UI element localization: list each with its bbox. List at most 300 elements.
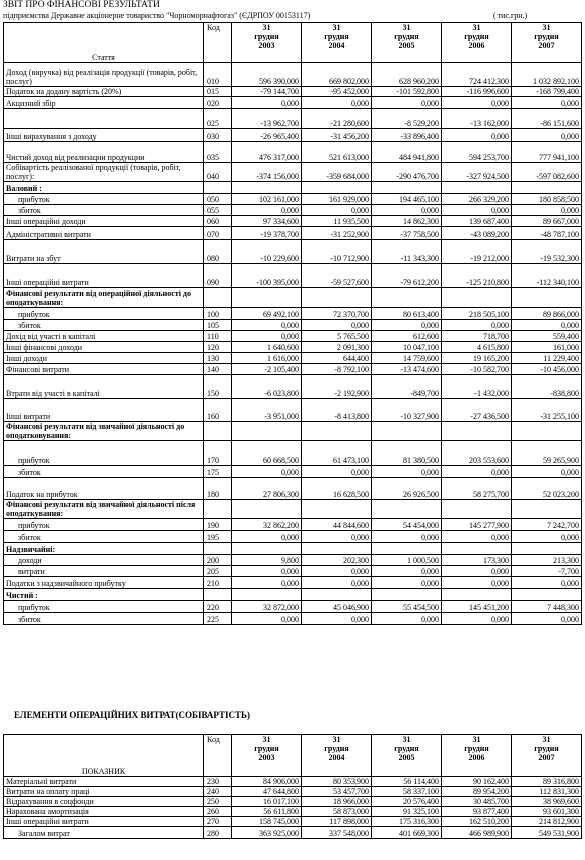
value-cell xyxy=(302,500,372,519)
value-cell: 81 380,500 xyxy=(372,441,442,466)
value-cell: 0,000 xyxy=(512,97,582,109)
row-code: 160 xyxy=(204,399,232,422)
value-cell: 0,000 xyxy=(232,320,302,331)
row-label: витрати xyxy=(4,566,204,577)
value-cell: 7 448,300 xyxy=(512,601,582,613)
value-cell: 56 611,800 xyxy=(232,807,302,817)
value-cell: -11 343,300 xyxy=(372,240,442,264)
row-code: 280 xyxy=(204,827,232,839)
value-cell: 112 831,300 xyxy=(512,787,582,797)
value-cell: 45 046,900 xyxy=(302,601,372,613)
table-row xyxy=(4,797,582,807)
row-label: Податок на прибуток xyxy=(4,478,204,500)
value-cell: 89 866,000 xyxy=(512,308,582,320)
row-code: 190 xyxy=(204,519,232,531)
value-cell: -13 162,000 xyxy=(442,109,512,129)
row-code: 140 xyxy=(204,364,232,375)
value-cell: 161 929,000 xyxy=(302,194,372,205)
value-cell: 16 017,100 xyxy=(232,797,302,807)
row-code: 105 xyxy=(204,320,232,331)
row-label: Матеріальні витрати xyxy=(4,777,204,787)
value-cell: -13 962,700 xyxy=(232,109,302,129)
value-cell: 612,600 xyxy=(372,331,442,342)
value-cell: 0,000 xyxy=(442,129,512,142)
value-cell: 11 229,400 xyxy=(512,353,582,364)
table-row xyxy=(4,182,582,194)
value-cell: 0,000 xyxy=(372,97,442,109)
value-cell: 18 966,000 xyxy=(302,797,372,807)
row-label: прибуток xyxy=(4,441,204,466)
row-code: 060 xyxy=(204,216,232,227)
row-label: Фінансові витрати xyxy=(4,364,204,375)
row-code xyxy=(204,422,232,441)
row-code: 055 xyxy=(204,205,232,216)
row-label: Чистий : xyxy=(4,589,204,601)
row-code: 080 xyxy=(204,240,232,264)
table-row xyxy=(4,129,582,142)
row-code: 110 xyxy=(204,331,232,342)
table-row xyxy=(4,342,582,353)
value-cell: -290 476,700 xyxy=(372,163,442,182)
table-row xyxy=(4,531,582,543)
value-cell: 20 576,400 xyxy=(372,797,442,807)
value-cell: -10 229,600 xyxy=(232,240,302,264)
value-cell: 4 615,800 xyxy=(442,342,512,353)
table-row xyxy=(4,331,582,342)
row-code xyxy=(204,182,232,194)
value-cell: 80 613,400 xyxy=(372,308,442,320)
value-cell: 59 265,900 xyxy=(512,441,582,466)
value-cell: 158 745,000 xyxy=(232,817,302,827)
value-cell: 484 941,800 xyxy=(372,142,442,163)
value-cell: 10 047,100 xyxy=(372,342,442,353)
value-cell: -8 413,800 xyxy=(302,399,372,422)
value-cell: -31 252,900 xyxy=(302,227,372,240)
value-cell: -10 456,000 xyxy=(512,364,582,375)
row-label: Надзвичайні: xyxy=(4,543,204,555)
table-row xyxy=(4,478,582,500)
row-label: Інші фінансові доходи xyxy=(4,342,204,353)
value-cell: 60 668,500 xyxy=(232,441,302,466)
value-cell: 162 510,200 xyxy=(442,817,512,827)
value-cell: -100 395,000 xyxy=(232,264,302,288)
table-row xyxy=(4,817,582,827)
code-header: Код xyxy=(204,735,232,777)
row-code: 260 xyxy=(204,807,232,817)
value-cell xyxy=(372,500,442,519)
value-cell: 38 969,600 xyxy=(512,797,582,807)
row-code xyxy=(204,500,232,519)
value-cell: -59 527,600 xyxy=(302,264,372,288)
table-row xyxy=(4,63,582,87)
value-cell xyxy=(232,182,302,194)
value-cell xyxy=(302,422,372,441)
indicator-header: ПОКАЗНИК xyxy=(4,735,204,777)
value-cell: -10 712,900 xyxy=(302,240,372,264)
row-label: збиток xyxy=(4,531,204,543)
value-cell: -168 799,400 xyxy=(512,87,582,97)
table-row xyxy=(4,163,582,182)
value-cell: 80 353,900 xyxy=(302,777,372,787)
value-cell: 521 613,000 xyxy=(302,142,372,163)
row-code xyxy=(204,589,232,601)
table-row xyxy=(4,555,582,566)
table-row xyxy=(4,308,582,320)
value-cell xyxy=(232,500,302,519)
value-cell: 0,000 xyxy=(302,566,372,577)
row-label: Акцизний збір xyxy=(4,97,204,109)
year-header-2007: 31 грудня 2007 xyxy=(512,23,582,63)
value-cell: -31 456,200 xyxy=(302,129,372,142)
value-cell: -95 452,000 xyxy=(302,87,372,97)
row-code: 175 xyxy=(204,466,232,478)
row-label: прибуток xyxy=(4,308,204,320)
table-row xyxy=(4,375,582,399)
year-header-2005: 31 грудня 2005 xyxy=(372,735,442,777)
table-row xyxy=(4,216,582,227)
year-header-2006: 31 грудня 2006 xyxy=(442,735,512,777)
row-label: Доход (виручка) від реалізація продукції (товарів, робіт, послуг) xyxy=(4,63,204,87)
row-label xyxy=(4,109,204,129)
value-cell: 0,000 xyxy=(232,97,302,109)
value-cell: 93 601,300 xyxy=(512,807,582,817)
table-row xyxy=(4,240,582,264)
value-cell: 139 687,400 xyxy=(442,216,512,227)
row-code: 070 xyxy=(204,227,232,240)
row-label: Нарахована амортизація xyxy=(4,807,204,817)
table-row xyxy=(4,288,582,308)
value-cell: 0,000 xyxy=(442,531,512,543)
value-cell: 26 926,500 xyxy=(372,478,442,500)
value-cell: 0,000 xyxy=(302,205,372,216)
value-cell: -19 532,300 xyxy=(512,240,582,264)
value-cell: 0,000 xyxy=(512,205,582,216)
row-code: 270 xyxy=(204,817,232,827)
value-cell: -327 924,500 xyxy=(442,163,512,182)
value-cell xyxy=(442,182,512,194)
table-row xyxy=(4,264,582,288)
value-cell: 1 640,600 xyxy=(232,342,302,353)
report-subtitle: підприємства Державне акціонерне товариство "Чорноморнафтогаз" (ЄДРПОУ 00153117) xyxy=(3,11,311,20)
value-cell xyxy=(442,288,512,308)
row-label: збиток xyxy=(4,205,204,216)
value-cell: 214 812,900 xyxy=(512,817,582,827)
value-cell xyxy=(372,589,442,601)
table-row xyxy=(4,399,582,422)
table-row xyxy=(4,466,582,478)
table-row xyxy=(4,807,582,817)
table-row xyxy=(4,543,582,555)
value-cell: 97 334,600 xyxy=(232,216,302,227)
row-code: 205 xyxy=(204,566,232,577)
value-cell: 266 329,200 xyxy=(442,194,512,205)
value-cell: 0,000 xyxy=(442,205,512,216)
value-cell: 175 316,300 xyxy=(372,817,442,827)
row-code: 020 xyxy=(204,97,232,109)
value-cell: 90 162,400 xyxy=(442,777,512,787)
row-code: 090 xyxy=(204,264,232,288)
row-label: Інші доходи xyxy=(4,353,204,364)
value-cell: -101 592,800 xyxy=(372,87,442,97)
value-cell: -27 436,500 xyxy=(442,399,512,422)
row-label: збиток xyxy=(4,320,204,331)
value-cell: 0,000 xyxy=(232,566,302,577)
value-cell: -2 192,900 xyxy=(302,375,372,399)
value-cell xyxy=(232,288,302,308)
value-cell xyxy=(442,422,512,441)
value-cell: 91 325,100 xyxy=(372,807,442,817)
value-cell xyxy=(442,500,512,519)
row-code: 040 xyxy=(204,163,232,182)
value-cell: 0,000 xyxy=(512,129,582,142)
value-cell xyxy=(442,589,512,601)
row-label: доходи xyxy=(4,555,204,566)
value-cell: -31 255,100 xyxy=(512,399,582,422)
row-label: прибуток xyxy=(4,601,204,613)
year-header-2004: 31 грудня 2004 xyxy=(302,23,372,63)
value-cell: -1 432,000 xyxy=(442,375,512,399)
value-cell: 0,000 xyxy=(442,566,512,577)
row-label: прибуток xyxy=(4,194,204,205)
value-cell xyxy=(232,422,302,441)
value-cell: 47 644,800 xyxy=(232,787,302,797)
value-cell: -43 089,200 xyxy=(442,227,512,240)
value-cell: 9,800 xyxy=(232,555,302,566)
value-cell: -79 144,700 xyxy=(232,87,302,97)
value-cell: -10 582,700 xyxy=(442,364,512,375)
row-code: 025 xyxy=(204,109,232,129)
value-cell: 203 553,600 xyxy=(442,441,512,466)
value-cell: 644,400 xyxy=(302,353,372,364)
value-cell: -86 151,600 xyxy=(512,109,582,129)
row-label: Податки з надзвичайного прибутку xyxy=(4,577,204,589)
row-label: Валовий : xyxy=(4,182,204,194)
value-cell: 194 465,100 xyxy=(372,194,442,205)
value-cell: 0,000 xyxy=(372,531,442,543)
value-cell: 0,000 xyxy=(232,205,302,216)
code-header: Код xyxy=(204,23,232,63)
value-cell: -48 787,100 xyxy=(512,227,582,240)
row-label: Інші витрати xyxy=(4,399,204,422)
value-cell: -359 684,000 xyxy=(302,163,372,182)
value-cell: 173,300 xyxy=(442,555,512,566)
year-header-2007: 31 грудня 2007 xyxy=(512,735,582,777)
value-cell: -19 378,700 xyxy=(232,227,302,240)
value-cell: 61 473,100 xyxy=(302,441,372,466)
value-cell: -79 612,200 xyxy=(372,264,442,288)
value-cell: -374 156,000 xyxy=(232,163,302,182)
row-code xyxy=(204,543,232,555)
row-label: Собівартість реалізованої продукції (товарів, робіт, послуг): xyxy=(4,163,204,182)
value-cell: -26 965,400 xyxy=(232,129,302,142)
row-label: Втрати від участі в капіталі xyxy=(4,375,204,399)
value-cell: 0,000 xyxy=(232,613,302,625)
article-header: Стаття xyxy=(4,23,204,63)
value-cell: 27 806,300 xyxy=(232,478,302,500)
value-cell: 32 862,200 xyxy=(232,519,302,531)
row-code: 150 xyxy=(204,375,232,399)
value-cell xyxy=(302,589,372,601)
value-cell: 89 667,000 xyxy=(512,216,582,227)
section-title: ЕЛЕМЕНТИ ОПЕРАЦІЙНИХ ВИТРАТ(СОБІВАРТІСТЬ) xyxy=(14,710,250,720)
value-cell: 0,000 xyxy=(512,320,582,331)
value-cell xyxy=(512,589,582,601)
value-cell: 0,000 xyxy=(302,97,372,109)
value-cell: -21 280,600 xyxy=(302,109,372,129)
value-cell: -8 792,100 xyxy=(302,364,372,375)
value-cell: 54 454,000 xyxy=(372,519,442,531)
value-cell xyxy=(372,182,442,194)
value-cell: 466 989,900 xyxy=(442,827,512,839)
row-label: Інші вирахування з доходу xyxy=(4,129,204,142)
row-code: 180 xyxy=(204,478,232,500)
value-cell: 0,000 xyxy=(372,466,442,478)
row-code: 220 xyxy=(204,601,232,613)
row-label: Витрати на оплату праці xyxy=(4,787,204,797)
value-cell: 0,000 xyxy=(372,205,442,216)
table-row xyxy=(4,422,582,441)
value-cell: 0,000 xyxy=(512,466,582,478)
value-cell: 337 548,000 xyxy=(302,827,372,839)
row-label: Загалом витрат xyxy=(4,827,204,839)
row-label: збиток xyxy=(4,466,204,478)
table-row xyxy=(4,194,582,205)
value-cell: 549 531,900 xyxy=(512,827,582,839)
value-cell: 145 277,900 xyxy=(442,519,512,531)
value-cell: 0,000 xyxy=(302,320,372,331)
value-cell: 0,000 xyxy=(442,613,512,625)
value-cell xyxy=(372,288,442,308)
year-header-2006: 31 грудня 2006 xyxy=(442,23,512,63)
value-cell: 0,000 xyxy=(232,331,302,342)
value-cell: 0,000 xyxy=(442,320,512,331)
row-label: Податок на додану вартість (20%) xyxy=(4,87,204,97)
table-row xyxy=(4,353,582,364)
value-cell: 0,000 xyxy=(372,613,442,625)
value-cell xyxy=(512,288,582,308)
value-cell: 0,000 xyxy=(232,577,302,589)
value-cell: 0,000 xyxy=(442,577,512,589)
value-cell: 32 872,000 xyxy=(232,601,302,613)
value-cell: 117 898,000 xyxy=(302,817,372,827)
financial-results-table xyxy=(3,22,582,625)
value-cell: 161,000 xyxy=(512,342,582,353)
value-cell: -33 896,400 xyxy=(372,129,442,142)
value-cell xyxy=(232,543,302,555)
row-code: 210 xyxy=(204,577,232,589)
value-cell: -125 210,800 xyxy=(442,264,512,288)
value-cell: 56 114,400 xyxy=(372,777,442,787)
row-label: прибуток xyxy=(4,519,204,531)
value-cell: 213,300 xyxy=(512,555,582,566)
value-cell: 669 802,000 xyxy=(302,63,372,87)
value-cell: 0,000 xyxy=(302,577,372,589)
value-cell xyxy=(232,589,302,601)
value-cell: -6 023,800 xyxy=(232,375,302,399)
row-label: Фінансові результати від звичайної діяльності після оподаткування: xyxy=(4,500,204,519)
value-cell: 53 457,700 xyxy=(302,787,372,797)
table-row xyxy=(4,97,582,109)
row-code: 130 xyxy=(204,353,232,364)
value-cell: 0,000 xyxy=(302,531,372,543)
row-label: Дохід від участі в капіталі xyxy=(4,331,204,342)
value-cell: 0,000 xyxy=(232,531,302,543)
value-cell: -13 474,600 xyxy=(372,364,442,375)
report-title: ЗВІТ ПРО ФІНАНСОВІ РЕЗУЛЬТАТИ xyxy=(3,0,160,10)
value-cell: 19 165,200 xyxy=(442,353,512,364)
row-code: 225 xyxy=(204,613,232,625)
row-label: Витрати на збут xyxy=(4,240,204,264)
row-code: 050 xyxy=(204,194,232,205)
table-row xyxy=(4,142,582,163)
row-label: Інші операційні витрати xyxy=(4,264,204,288)
table-row xyxy=(4,500,582,519)
row-code: 200 xyxy=(204,555,232,566)
row-code: 195 xyxy=(204,531,232,543)
value-cell: 58 275,700 xyxy=(442,478,512,500)
table-row xyxy=(4,613,582,625)
row-code xyxy=(204,288,232,308)
value-cell: 89 954,200 xyxy=(442,787,512,797)
year-header-2004: 31 грудня 2004 xyxy=(302,735,372,777)
value-cell: 0,000 xyxy=(232,466,302,478)
row-label: Інші операційні витрати xyxy=(4,817,204,827)
table-row xyxy=(4,577,582,589)
value-cell: 1 000,500 xyxy=(372,555,442,566)
value-cell: 72 370,700 xyxy=(302,308,372,320)
value-cell: 0,000 xyxy=(372,577,442,589)
value-cell: 596 390,000 xyxy=(232,63,302,87)
table-row xyxy=(4,441,582,466)
value-cell: 0,000 xyxy=(372,320,442,331)
row-code: 100 xyxy=(204,308,232,320)
value-cell: 58 873,000 xyxy=(302,807,372,817)
row-code: 230 xyxy=(204,777,232,787)
value-cell: 16 628,500 xyxy=(302,478,372,500)
report-units: ( тис.грн.) xyxy=(493,11,528,20)
operating-costs-table xyxy=(3,734,582,839)
row-code: 170 xyxy=(204,441,232,466)
value-cell: 777 941,100 xyxy=(512,142,582,163)
row-label: Фінансові результати від звичайної діяльності до оподатковування: xyxy=(4,422,204,441)
row-code: 120 xyxy=(204,342,232,353)
value-cell: 0,000 xyxy=(372,566,442,577)
value-cell: -112 340,100 xyxy=(512,264,582,288)
value-cell: 202,300 xyxy=(302,555,372,566)
row-label: Фінансові результати від операційної діяльності до оподаткування: xyxy=(4,288,204,308)
value-cell: 14 862,300 xyxy=(372,216,442,227)
value-cell: -3 951,000 xyxy=(232,399,302,422)
table-row xyxy=(4,205,582,216)
row-code: 250 xyxy=(204,797,232,807)
table-row xyxy=(4,827,582,839)
value-cell xyxy=(372,543,442,555)
value-cell: -2 105,400 xyxy=(232,364,302,375)
value-cell xyxy=(512,543,582,555)
value-cell xyxy=(512,182,582,194)
value-cell: 30 485,700 xyxy=(442,797,512,807)
value-cell: 145 451,200 xyxy=(442,601,512,613)
row-label: Інші операційні доходи xyxy=(4,216,204,227)
row-code: 240 xyxy=(204,787,232,797)
table-row xyxy=(4,320,582,331)
value-cell: 628 960,200 xyxy=(372,63,442,87)
row-label: Відрахування в соцфонди xyxy=(4,797,204,807)
row-code: 035 xyxy=(204,142,232,163)
value-cell xyxy=(442,543,512,555)
value-cell: -37 758,500 xyxy=(372,227,442,240)
value-cell: -19 212,000 xyxy=(442,240,512,264)
